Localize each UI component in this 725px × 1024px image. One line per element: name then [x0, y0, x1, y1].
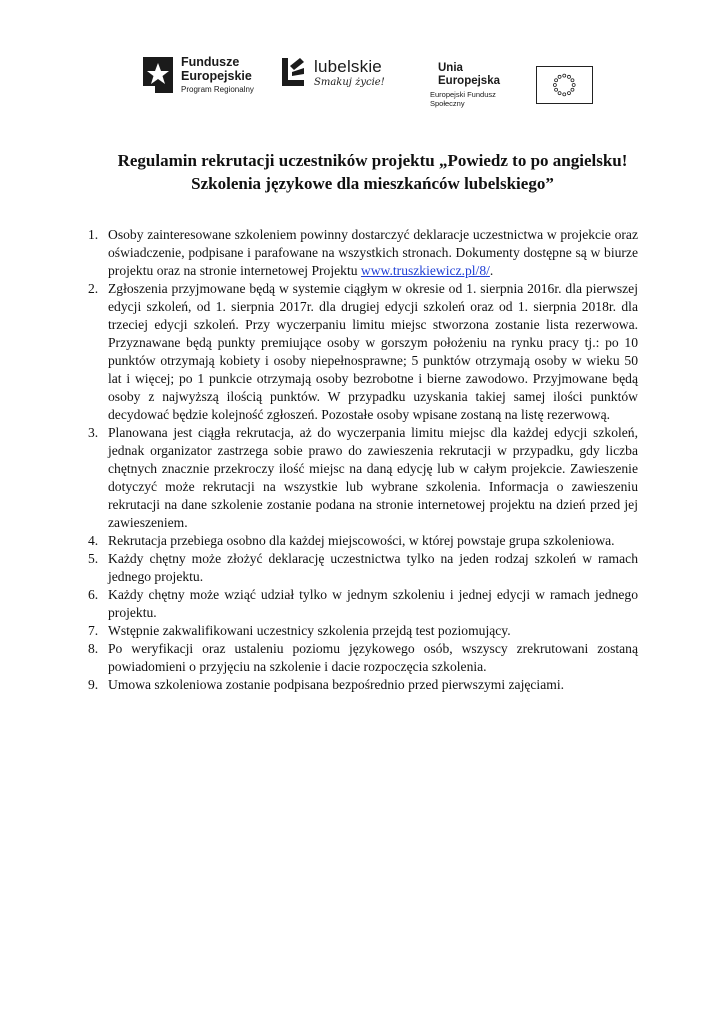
rule-text: Każdy chętny może wziąć udział tylko w jednym szkoleniu i jednej edycji w ramach jednego projektu.: [108, 587, 638, 620]
ue-line1: Unia Europejska: [438, 62, 500, 87]
rule-item-7: [88, 622, 638, 640]
rule-number: 7.: [88, 623, 99, 638]
ue-line2: Europejski Fundusz Społeczny: [430, 90, 496, 108]
lubelskie-logo: [278, 56, 385, 90]
rule-number: 6.: [88, 587, 99, 602]
rule-item-8: [88, 640, 638, 676]
rule-number: 3.: [88, 425, 99, 440]
rule-item-9: [88, 676, 638, 694]
fe-line1: Fundusze: [181, 55, 240, 69]
rule-item-1: [88, 226, 638, 280]
page-title: [60, 149, 685, 195]
rule-item-4: [88, 532, 638, 550]
rule-text: Planowana jest ciągła rekrutacja, aż do wyczerpania limitu miejsc dla każdej edycji szkoleń, jednak organizator zastrzega sobie prawo do zawieszenia rekrutacji w przypadku, gdy liczba chętnych znacznie przekroczy ilość miejsc na daną edycję lub w całym projekcie. Zawieszenie dotyczyć może rekrutacji na wszystkie lub wybrane szkolenia. Informacja o zawieszeniu rekrutacji na dane szkolenie zostanie podana na stronie internetowej projektu na dzień przed jej zawieszeniem.: [108, 425, 638, 530]
fe-star-icon: [143, 57, 173, 93]
rule-text: Rekrutacja przebiega osobno dla każdej miejscowości, w której powstaje grupa szkoleniowa.: [108, 533, 615, 548]
fe-line2: Europejskie: [181, 68, 252, 83]
rule-number: 2.: [88, 281, 99, 296]
rule-number: 5.: [88, 551, 99, 566]
rule-number: 4.: [88, 533, 99, 548]
fe-line3: Program Regionalny: [181, 84, 254, 94]
rule-text: Wstępnie zakwalifikowani uczestnicy szkolenia przejdą test poziomujący.: [108, 623, 511, 638]
fe-text: [181, 56, 254, 94]
title-line1: Regulamin rekrutacji uczestników projektu „Powiedz to po angielsku!: [117, 151, 628, 170]
rule-number: 8.: [88, 641, 99, 656]
lubelskie-text: [314, 58, 385, 88]
rule-text-end: .: [489, 263, 494, 278]
rules-list: [88, 226, 638, 694]
lubelskie-tagline: Smakuj życie!: [314, 77, 385, 88]
lubelskie-mark-icon: [278, 56, 308, 90]
rule-item-6: [88, 586, 638, 622]
eu-flag-icon: [536, 66, 593, 104]
rule-text: Po weryfikacji oraz ustaleniu poziomu językowego osób, wszyscy zrekrutowani zostaną powiadomieni o przyjęciu na szkolenie i dacie rozpoczęcia szkolenia.: [108, 641, 638, 674]
project-website-link[interactable]: www.truszkiewicz.pl/8/: [360, 263, 490, 278]
rule-text: Umowa szkoleniowa zostanie podpisana bezpośrednio przed pierwszymi zajęciami.: [108, 677, 564, 692]
rule-number: 9.: [88, 677, 99, 692]
fundusze-europejskie-logo: [143, 56, 254, 94]
unia-europejska-logo: [430, 62, 593, 108]
rule-text: Każdy chętny może złożyć deklarację uczestnictwa tylko na jeden rodzaj szkoleń w ramach jednego projektu.: [108, 551, 638, 584]
rule-item-2: [88, 280, 638, 424]
title-line2: Szkolenia językowe dla mieszkańców lubelskiego”: [191, 174, 554, 193]
rule-text: Osoby zainteresowane szkoleniem powinny dostarczyć deklaracje uczestnictwa w projekcie oraz oświadczenie, podpisane i parafowane na wszystkich stronach. Dokumenty dostępne są w biurze projektu oraz na stronie internetowej Projektu: [108, 227, 638, 278]
rule-text: Zgłoszenia przyjmowane będą w systemie ciągłym w okresie od 1. sierpnia 2016r. dla pierwszej edycji szkoleń, od 1. sierpnia 2017r. dla drugiej edycji szkoleń oraz od 1. sierpnia 2018r. dla trzeciej edycji szkoleń. Przy wyczerpaniu limitu miejsc stworzona zostanie lista rezerwowa. Przyznawane będą punkty premiujące osoby w gorszym położeniu na rynku pracy tj.: po 10 punktów otrzymają kobiety i osoby niepełnosprawne; 5 punktów otrzymają osoby w wieku 50 lat i więcej; po 1 punkcie otrzymają osoby bezrobotne i bierne zawodowo. Przyjmowane będą osoby z najwyższą ilością punktów. W przypadku uzyskania takiej samej ilości punktów decydować będzie kolejność zgłoszeń. Pozostałe osoby wpisane zostaną na listę rezerwową.: [108, 281, 638, 422]
ue-text: [430, 62, 526, 108]
rule-item-3: [88, 424, 638, 532]
rule-item-5: [88, 550, 638, 586]
lubelskie-name: lubelskie: [314, 57, 382, 76]
logo-bar: [133, 42, 593, 120]
rule-number: 1.: [88, 227, 99, 242]
